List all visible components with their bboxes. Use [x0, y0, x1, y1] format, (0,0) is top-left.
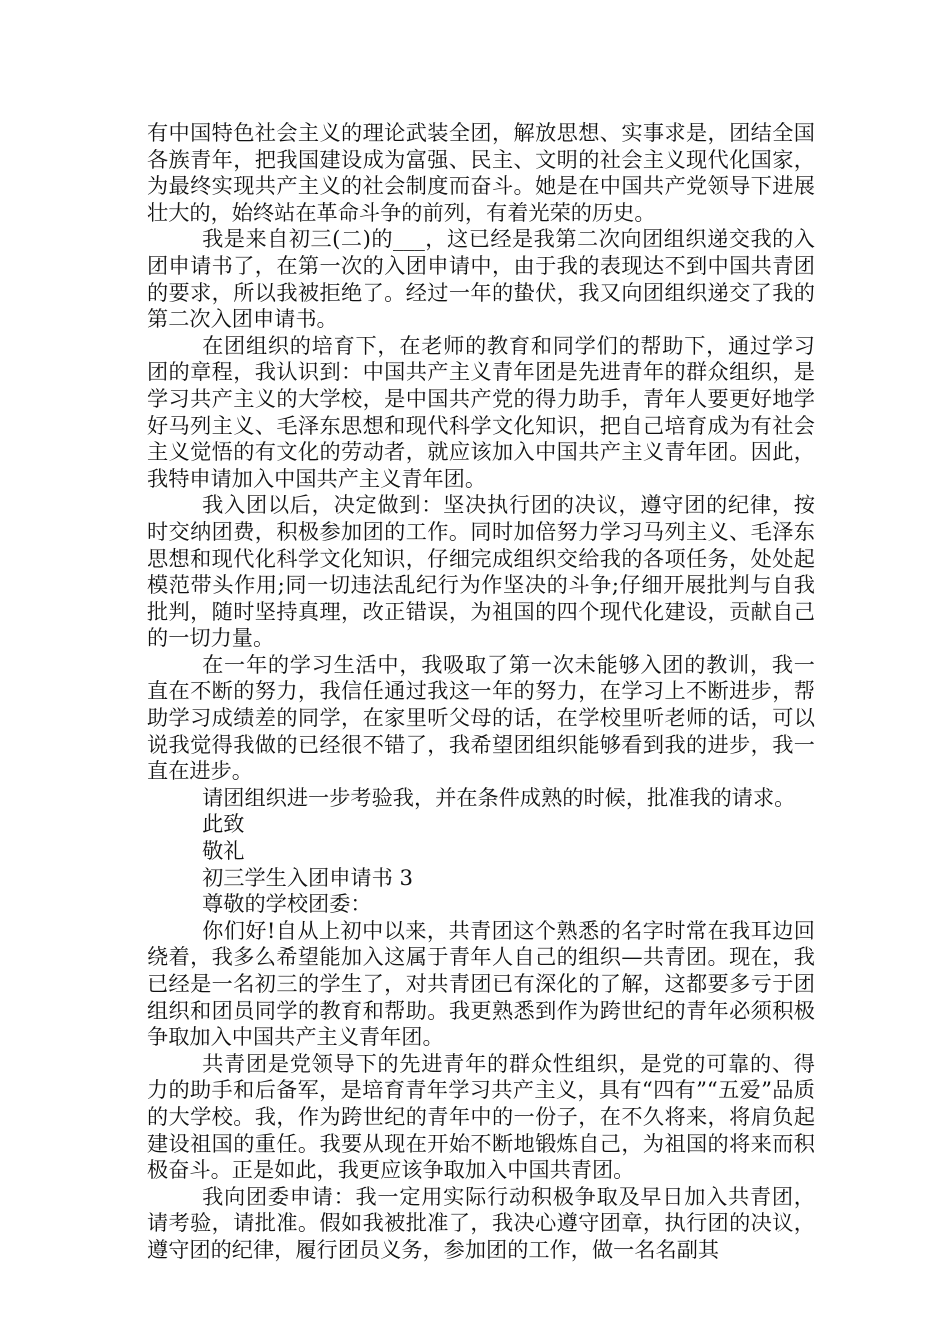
document-body	[147, 120, 815, 1264]
paragraph-3: 在团组织的培育下，在老师的教育和同学们的帮助下，通过学习团的章程，我认识到：中国共产主义青年团是先进青年的群众组织，是学习共产主义的大学校，是中国共产党的得力助手，青年人要更好地学好马列主义、毛泽东思想和现代科学文化知识，把自己培育成为有社会主义觉悟的有文化的劳动者，就应该加入中国共产主义青年团。因此，我特申请加入中国共产主义青年团。	[147, 332, 815, 491]
paragraph-6: 你们好!自从上初中以来，共青团这个熟悉的名字时常在我耳边回绕着，我多么希望能加入这属于青年人自己的组织—共青团。现在，我已经是一名初三的学生了，对共青团已有深化的了解，这都要多亏于团组织和团员同学的教育和帮助。我更熟悉到作为跨世纪的青年必须积极争取加入中国共产主义青年团。	[147, 917, 815, 1050]
paragraph-4: 我入团以后，决定做到：坚决执行团的决议，遵守团的纪律，按时交纳团费，积极参加团的工作。同时加倍努力学习马列主义、毛泽东思想和现代化科学文化知识，仔细完成组织交给我的各项任务，处处起模范带头作用;同一切违法乱纪行为作坚决的斗争;仔细开展批判与自我批判，随时坚持真理，改正错误，为祖国的四个现代化建设，贡献自己的一切力量。	[147, 492, 815, 651]
paragraph-8: 我向团委申请：我一定用实际行动积极争取及早日加入共青团，请考验，请批准。假如我被批准了，我决心遵守团章，执行团的决议，遵守团的纪律，履行团员义务，参加团的工作，做一名名副其	[147, 1183, 815, 1262]
request-line: 请团组织进一步考验我，并在条件成熟的时候，批准我的请求。	[202, 784, 796, 810]
closing-jingli: 敬礼	[202, 838, 245, 864]
greeting-line: 尊敬的学校团委：	[202, 891, 372, 917]
paragraph-1: 有中国特色社会主义的理论武装全团，解放思想、实事求是，团结全国各族青年，把我国建设成为富强、民主、文明的社会主义现代化国家，为最终实现共产主义的社会制度而奋斗。她是在中国共产党领导下进展壮大的，始终站在革命斗争的前列，有着光荣的历史。	[147, 120, 815, 225]
closing-cizhi: 此致	[202, 811, 245, 837]
paragraph-5: 在一年的学习生活中，我吸取了第一次未能够入团的教训，我一直在不断的努力，我信任通过我这一年的努力，在学习上不断进步，帮助学习成绩差的同学，在家里听父母的话，在学校里听老师的话，可以说我觉得我做的已经很不错了，我希望团组织能够看到我的进步，我一直在进步。	[147, 651, 815, 784]
paragraph-2: 我是来自初三(二)的___，这已经是我第二次向团组织递交我的入团申请书了，在第一次的入团申请中，由于我的表现达不到中国共青团的要求，所以我被拒绝了。经过一年的蛰伏，我又向团组织递交了我的第二次入团申请书。	[147, 226, 815, 332]
section-heading: 初三学生入团申请书 3	[202, 864, 414, 890]
paragraph-7: 共青团是党领导下的先进青年的群众性组织，是党的可靠的、得力的助手和后备军，是培育青年学习共产主义，具有“四有”“五爱”品质的大学校。我，作为跨世纪的青年中的一份子，在不久将来，将肩负起建设祖国的重任。我要从现在开始不断地锻炼自己，为祖国的将来而积极奋斗。正是如此，我更应该争取加入中国共青团。	[147, 1050, 815, 1183]
